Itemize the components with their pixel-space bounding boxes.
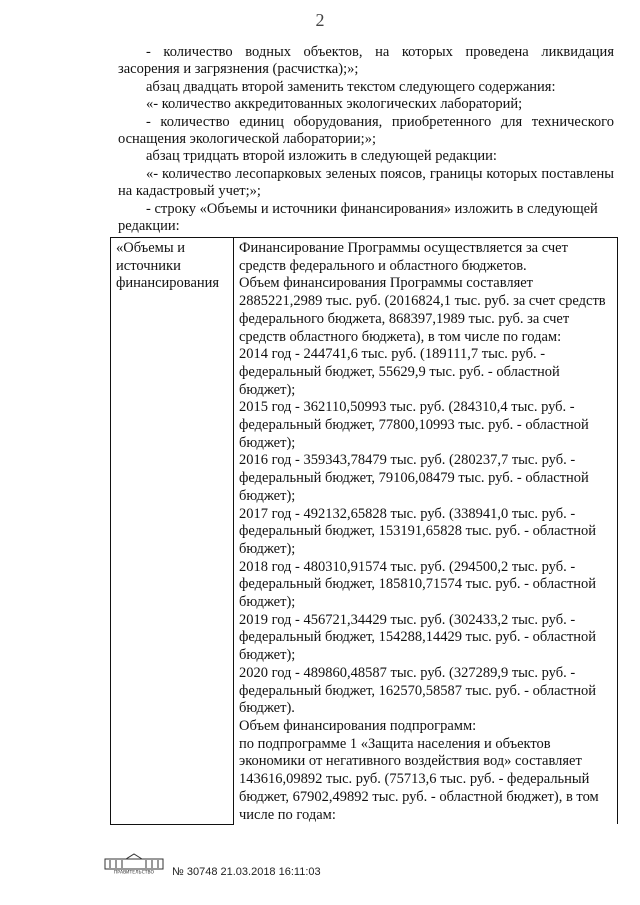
- paragraph-labs: «- количество аккредитованных экологических лабораторий;: [146, 96, 523, 113]
- year-2017: 2017 год - 492132,65828 тыс. руб. (338941,0 тыс. руб. - федеральный бюджет, 153191,65828 тыс. руб. - областной бюджет);: [239, 505, 597, 557]
- year-2018: 2018 год - 480310,91574 тыс. руб. (294500,2 тыс. руб. - федеральный бюджет, 185810,71574 тыс. руб. - областной бюджет);: [239, 558, 597, 611]
- subprograms-title: Объем финансирования подпрограмм:: [239, 717, 477, 734]
- year-2016: 2016 год - 359343,78479 тыс. руб. (280237,7 тыс. руб. - федеральный бюджет, 79106,08479 тыс. руб. - областной бюджет);: [239, 452, 589, 504]
- paragraph-equipment: - количество единиц оборудования, приобретенного для технического оснащения экологической лаборатории;»;: [118, 113, 614, 148]
- year-2015: 2015 год - 362110,50993 тыс. руб. (284310,4 тыс. руб. - федеральный бюджет, 77800,10993 тыс. руб. - областной бюджет);: [239, 399, 589, 451]
- funding-sources: Финансирование Программы осуществляется за счет средств федерального и областного бюджетов.: [239, 240, 568, 274]
- logo-text: ПРАВИТЕЛЬСТВО: [113, 870, 155, 874]
- page-number: 2: [315, 10, 325, 30]
- row-content: [234, 238, 618, 825]
- government-building-icon: [104, 852, 164, 874]
- row-label: «Объемы и источники финансирования: [111, 238, 234, 825]
- total-volume: Объем финансирования Программы составляет 2885221,2989 тыс. руб. (2016824,1 тыс. руб. за счет средств федерального бюджета, 868397,1989 тыс. руб. за счет средств областного бюджета), в том числе по годам:: [239, 275, 606, 345]
- table-row: [111, 238, 618, 825]
- funding-table: [110, 237, 618, 825]
- amendment-text: [118, 44, 614, 235]
- page-footer: [104, 852, 604, 892]
- paragraph-replace-22: абзац двадцать второй заменить текстом следующего содержания:: [146, 78, 556, 95]
- paragraph-funding-row: - строку «Объемы и источники финансирования» изложить в следующей редакции:: [118, 200, 598, 235]
- year-2014: 2014 год - 244741,6 тыс. руб. (189111,7 тыс. руб. - федеральный бюджет, 55629,9 тыс. руб. - областной бюджет);: [239, 346, 560, 398]
- year-2020: 2020 год - 489860,48587 тыс. руб. (327289,9 тыс. руб. - федеральный бюджет, 162570,58587 тыс. руб. - областной бюджет).: [239, 664, 597, 717]
- paragraph-green-belts: «- количество лесопарковых зеленых поясов, границы которых поставлены на кадастровый учет;»;: [118, 165, 614, 200]
- subprogram-1: по подпрограмме 1 «Защита населения и объектов экономики от негативного воздействия вод» составляет 143616,09892 тыс. руб. (75713,6 тыс. руб. - федеральный бюджет, 67902,49892 тыс. руб. - областной бюджет), в том числе по годам:: [239, 735, 599, 823]
- paragraph-water-objects: - количество водных объектов, на которых проведена ликвидация засорения и загрязнения (расчистка);»;: [118, 44, 614, 78]
- year-2019: 2019 год - 456721,34429 тыс. руб. (302433,2 тыс. руб. - федеральный бюджет, 154288,14429 тыс. руб. - областной бюджет);: [239, 611, 597, 664]
- paragraph-replace-32: абзац тридцать второй изложить в следующей редакции:: [146, 148, 497, 165]
- document-stamp: № 30748 21.03.2018 16:11:03: [172, 866, 321, 878]
